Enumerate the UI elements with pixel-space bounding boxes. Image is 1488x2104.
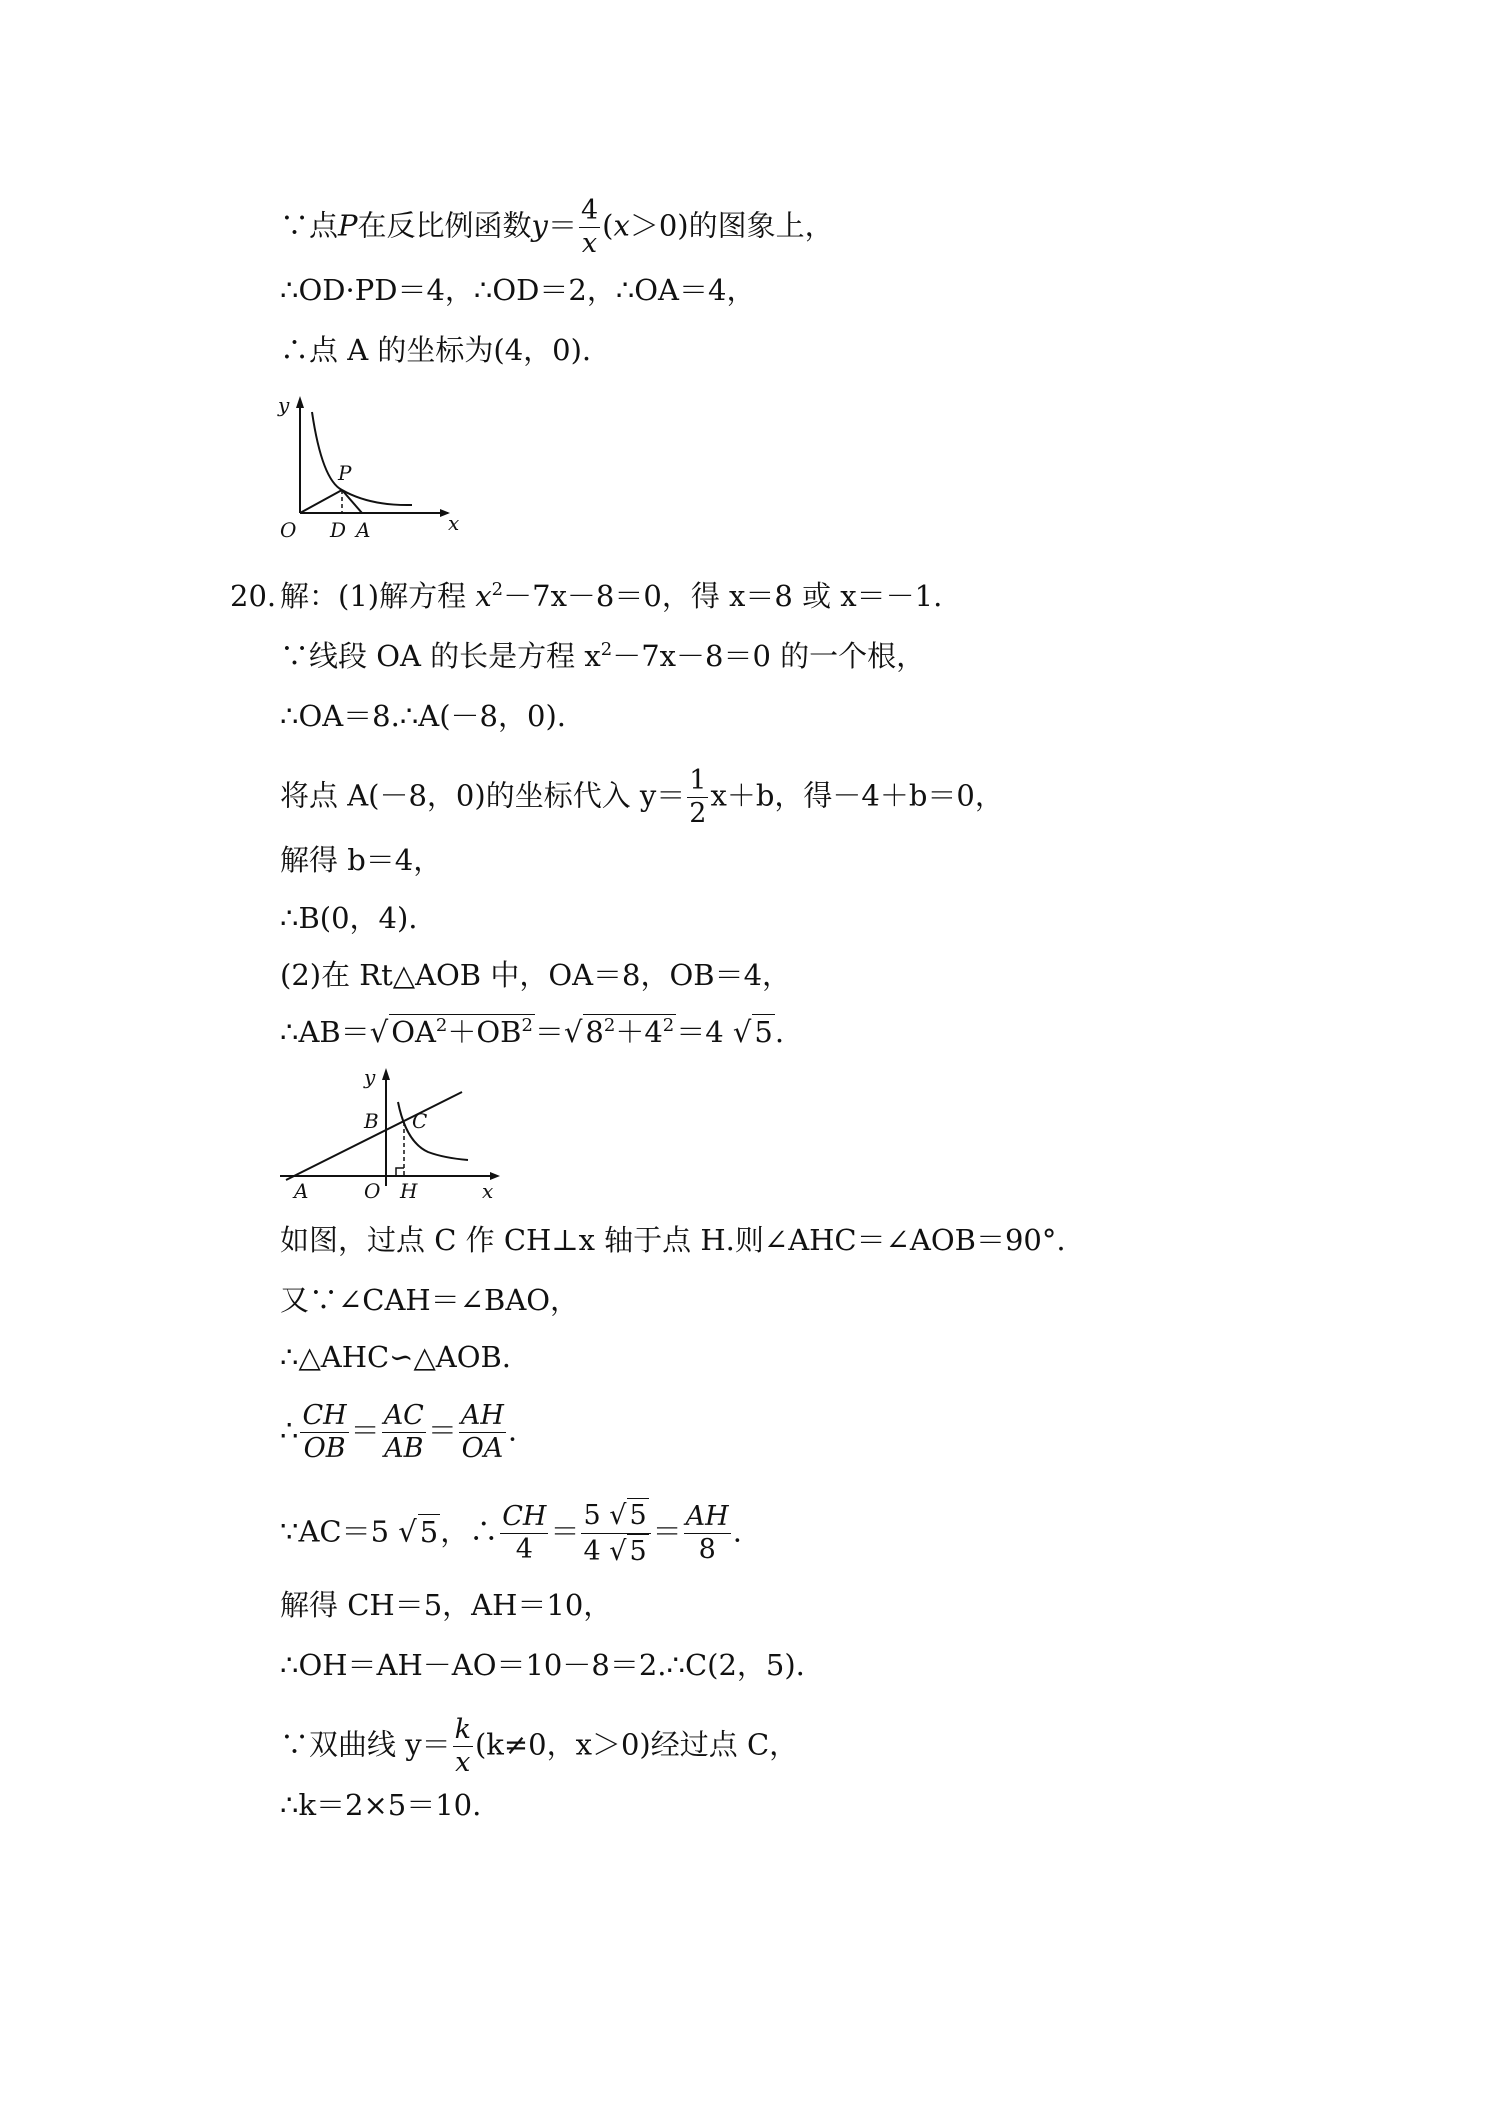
radicand bbox=[583, 1014, 676, 1049]
text: ＝ bbox=[652, 1514, 682, 1549]
text: ＋4 bbox=[615, 1015, 663, 1049]
line-p-on-hyperbola bbox=[280, 195, 834, 260]
numerator: CH bbox=[502, 1501, 547, 1532]
line-oa-value: ∴OA＝8.∴A(－8，0). bbox=[280, 699, 566, 733]
line-a-coord: ∴点 A 的坐标为(4，0). bbox=[280, 333, 592, 367]
denominator bbox=[581, 1534, 650, 1569]
sqrt-sign: √ bbox=[609, 1500, 627, 1531]
text: ＞0)的图象上， bbox=[629, 208, 834, 243]
line-construct-ch: 如图，过点 C 作 CH⊥x 轴于点 H.则∠AHC＝∠AOB＝90°. bbox=[280, 1223, 1066, 1257]
numerator: AC bbox=[383, 1400, 424, 1431]
text: P bbox=[338, 208, 358, 243]
radicand: 5 bbox=[419, 1514, 439, 1549]
denominator: x bbox=[581, 228, 598, 259]
fraction bbox=[581, 1498, 650, 1569]
text: OA bbox=[391, 1015, 436, 1049]
segment-op bbox=[300, 490, 342, 513]
fraction bbox=[382, 1400, 426, 1465]
numerator: AH bbox=[685, 1501, 729, 1532]
text: ∴AB＝ bbox=[280, 1015, 370, 1049]
text: ＝4 bbox=[676, 1015, 733, 1049]
line-ab-length bbox=[280, 1012, 784, 1052]
line-k-value: ∴k＝2×5＝10. bbox=[280, 1788, 482, 1822]
denominator: AB bbox=[384, 1433, 424, 1464]
radicand: 5 bbox=[629, 1500, 647, 1531]
line-hyperbola-c bbox=[280, 1714, 798, 1779]
radicand: 5 bbox=[754, 1015, 773, 1049]
label-o: O bbox=[364, 1179, 381, 1202]
numerator: CH bbox=[302, 1400, 347, 1431]
text: ＋OB bbox=[447, 1015, 522, 1049]
fraction bbox=[687, 765, 708, 830]
superscript: 2 bbox=[491, 579, 504, 600]
text: ∵点 bbox=[280, 208, 339, 243]
line-ch-ah: 解得 CH＝5，AH＝10， bbox=[280, 1588, 613, 1622]
fraction bbox=[459, 1400, 506, 1465]
fraction bbox=[500, 1501, 548, 1566]
line-b-value: 解得 b＝4， bbox=[280, 843, 443, 877]
numerator: 4 bbox=[580, 195, 599, 226]
text: 将点 A(－8，0)的坐标代入 y＝ bbox=[280, 778, 686, 813]
text: ，∴ bbox=[440, 1514, 499, 1549]
sqrt-sign: √ bbox=[609, 1536, 627, 1567]
hyperbola-curve bbox=[312, 412, 412, 505]
label-y: y bbox=[278, 393, 290, 417]
text: . bbox=[774, 1015, 785, 1049]
text: －7x－8＝0，得 x＝8 或 x＝－1. bbox=[503, 579, 943, 613]
right-angle-mark bbox=[396, 1168, 404, 1176]
sqrt-sign: √ bbox=[369, 1015, 389, 1049]
line-b-coord: ∴B(0，4). bbox=[280, 901, 418, 935]
numerator: AH bbox=[460, 1400, 504, 1431]
label-o: O bbox=[280, 518, 297, 542]
text: ＝ bbox=[350, 1413, 380, 1448]
numerator bbox=[581, 1498, 650, 1534]
superscript: 2 bbox=[521, 1015, 533, 1036]
label-a: A bbox=[356, 518, 371, 542]
text: ＝ bbox=[547, 208, 577, 243]
line-similar: ∴△AHC∽△AOB. bbox=[280, 1340, 512, 1374]
text: 在反比例函数 bbox=[357, 208, 532, 243]
label-c: C bbox=[412, 1109, 428, 1133]
line-angle-equal: 又∵∠CAH＝∠BAO， bbox=[280, 1283, 580, 1317]
text: 5 bbox=[583, 1500, 610, 1531]
y-axis-arrow bbox=[296, 396, 304, 408]
fraction bbox=[300, 1400, 348, 1465]
label-x: x bbox=[482, 1179, 494, 1202]
text: －7x－8＝0 的一个根， bbox=[612, 639, 926, 673]
label-b: B bbox=[364, 1109, 379, 1133]
figure-line-hyperbola bbox=[272, 1062, 512, 1202]
numerator: k bbox=[454, 1714, 471, 1745]
text: ∴ bbox=[280, 1413, 299, 1448]
denominator: 8 bbox=[698, 1534, 716, 1565]
line-substitute bbox=[280, 765, 1004, 830]
line-solve-equation bbox=[280, 576, 942, 616]
superscript: 2 bbox=[603, 1015, 616, 1036]
text: (k≠0，x＞0)经过点 C， bbox=[474, 1727, 799, 1762]
text: ＝ bbox=[427, 1413, 457, 1448]
text: x＋b，得－4＋b＝0， bbox=[710, 778, 1004, 813]
label-a: A bbox=[294, 1179, 309, 1202]
superscript: 2 bbox=[435, 1015, 448, 1036]
line-od-pd: ∴OD·PD＝4，∴OD＝2，∴OA＝4， bbox=[280, 273, 756, 307]
text: x bbox=[475, 579, 492, 613]
denominator: OB bbox=[303, 1433, 346, 1464]
radicand bbox=[389, 1014, 535, 1049]
radicand: 5 bbox=[629, 1536, 647, 1567]
line-part2: (2)在 Rt△AOB 中，OA＝8，OB＝4， bbox=[280, 958, 792, 992]
superscript: 2 bbox=[662, 1015, 675, 1036]
line-oh-c: ∴OH＝AH－AO＝10－8＝2.∴C(2，5). bbox=[280, 1648, 805, 1682]
y-axis-arrow bbox=[382, 1068, 390, 1080]
line-ac-value bbox=[280, 1498, 742, 1569]
superscript: 2 bbox=[600, 639, 613, 660]
sqrt-sign: √ bbox=[732, 1015, 752, 1049]
text: . bbox=[507, 1413, 518, 1448]
label-x: x bbox=[448, 511, 460, 535]
text: ∵线段 OA 的长是方程 x bbox=[280, 639, 601, 673]
text: 解：(1)解方程 bbox=[280, 579, 476, 613]
label-p: P bbox=[338, 461, 352, 485]
question-number: 20. bbox=[230, 579, 277, 613]
line-oa-root bbox=[280, 636, 925, 676]
line-ab bbox=[286, 1092, 462, 1180]
text: ( bbox=[602, 208, 614, 243]
line-ratio bbox=[280, 1400, 517, 1465]
denominator: 2 bbox=[689, 798, 707, 829]
text: 8 bbox=[585, 1015, 604, 1049]
label-y: y bbox=[364, 1065, 376, 1089]
text: y bbox=[531, 208, 548, 243]
numerator: 1 bbox=[689, 765, 707, 796]
label-h: H bbox=[400, 1179, 418, 1202]
label-d: D bbox=[330, 518, 347, 542]
text: . bbox=[732, 1514, 742, 1549]
denominator: 4 bbox=[515, 1534, 533, 1565]
text: ∵双曲线 y＝ bbox=[280, 1727, 451, 1762]
fraction bbox=[684, 1501, 731, 1566]
denominator: x bbox=[455, 1747, 471, 1778]
text: x bbox=[613, 208, 630, 243]
hyperbola-curve bbox=[398, 1102, 468, 1160]
sqrt-sign: √ bbox=[398, 1514, 417, 1549]
figure-hyperbola-p bbox=[270, 390, 470, 550]
segment-pa bbox=[342, 490, 362, 513]
text: ＝ bbox=[550, 1514, 580, 1549]
fraction bbox=[453, 1714, 473, 1779]
denominator: OA bbox=[461, 1433, 504, 1464]
text: 4 bbox=[583, 1536, 610, 1567]
text: ＝ bbox=[534, 1015, 564, 1049]
sqrt-sign: √ bbox=[563, 1015, 583, 1049]
text: ∵AC＝5 bbox=[280, 1514, 399, 1549]
fraction bbox=[579, 195, 600, 260]
